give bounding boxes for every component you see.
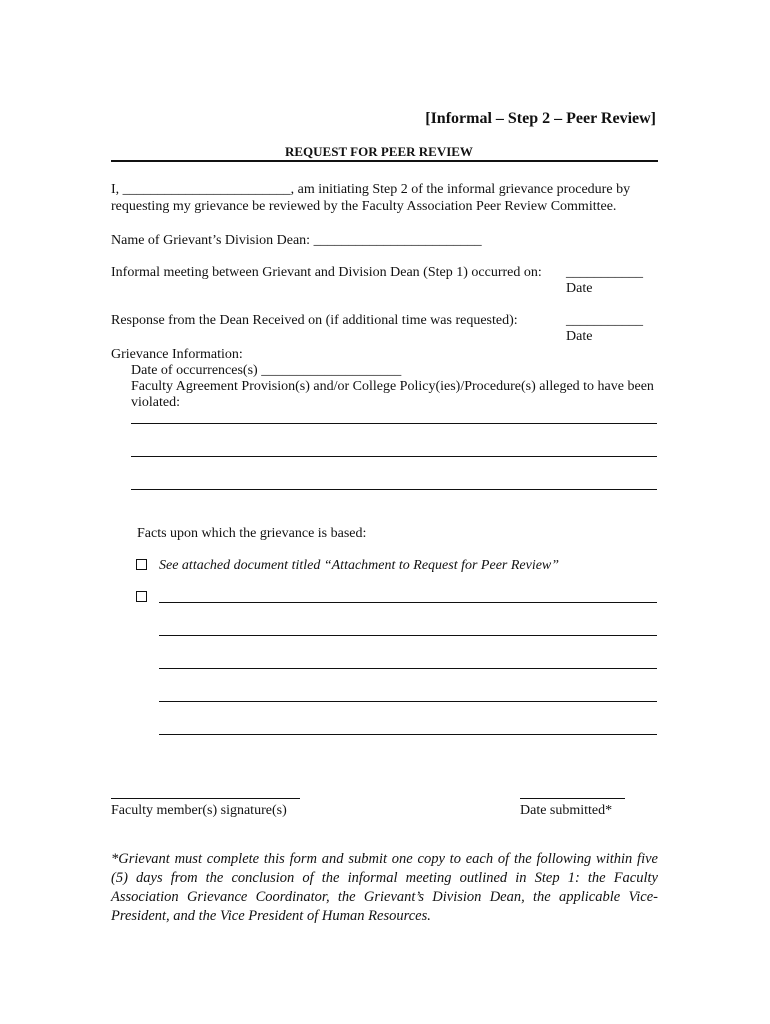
meeting-date-field[interactable]: ___________ bbox=[566, 265, 643, 280]
facts-line-3[interactable] bbox=[159, 668, 657, 669]
facts-line-2[interactable] bbox=[159, 635, 657, 636]
facts-line-5[interactable] bbox=[159, 734, 657, 735]
signature-label: Faculty member(s) signature(s) bbox=[111, 803, 287, 818]
date-submitted-line[interactable] bbox=[520, 798, 625, 799]
occurrence-date-field[interactable]: Date of occurrences(s) ____________________ bbox=[131, 363, 402, 378]
provision-line-3[interactable] bbox=[131, 489, 657, 490]
facts-label: Facts upon which the grievance is based: bbox=[137, 526, 367, 541]
date-submitted-label: Date submitted* bbox=[520, 803, 613, 818]
facts-written-checkbox[interactable] bbox=[136, 591, 147, 602]
provision-label-line-1: Faculty Agreement Provision(s) and/or College Policy(ies)/Procedure(s) alleged to have been bbox=[131, 379, 654, 394]
facts-line-1[interactable] bbox=[159, 602, 657, 603]
division-dean-field[interactable]: Name of Grievant’s Division Dean: ________________________ bbox=[111, 233, 482, 248]
intro-line-1 bbox=[111, 181, 630, 198]
facts-line-4[interactable] bbox=[159, 701, 657, 702]
attached-document-label: See attached document titled “Attachment to Request for Peer Review” bbox=[159, 558, 560, 573]
submission-instructions: *Grievant must complete this form and submit one copy to each of the following within five (5) days from the conclusion of the informal meeting outlined in Step 1: the Faculty Association Grievance Coordinator, the Grievant’s Division Dean, the applicable Vice-President, and the Vice President of Human Resources. bbox=[111, 851, 658, 924]
attached-document-checkbox[interactable] bbox=[136, 559, 147, 570]
meeting-date-label: Informal meeting between Grievant and Division Dean (Step 1) occurred on: bbox=[111, 265, 542, 280]
response-date-label: Response from the Dean Received on (if additional time was requested): bbox=[111, 313, 518, 328]
intro-suffix: , am initiating Step 2 of the informal grievance procedure by bbox=[290, 182, 631, 197]
intro-line-2: requesting my grievance be reviewed by the Faculty Association Peer Review Committee. bbox=[111, 199, 617, 214]
form-step-header: [Informal – Step 2 – Peer Review] bbox=[425, 110, 656, 127]
signature-line[interactable] bbox=[111, 798, 300, 799]
grievant-name-field[interactable]: ________________________ bbox=[122, 182, 291, 197]
provision-label-line-2: violated: bbox=[131, 395, 180, 410]
provision-line-2[interactable] bbox=[131, 456, 657, 457]
intro-prefix: I, bbox=[111, 182, 123, 197]
title-rule bbox=[111, 160, 658, 162]
form-title: REQUEST FOR PEER REVIEW bbox=[285, 144, 473, 159]
meeting-date-caption: Date bbox=[566, 281, 593, 296]
grievance-info-label: Grievance Information: bbox=[111, 347, 243, 362]
response-date-caption: Date bbox=[566, 329, 593, 344]
provision-line-1[interactable] bbox=[131, 423, 657, 424]
response-date-field[interactable]: ___________ bbox=[566, 313, 643, 328]
